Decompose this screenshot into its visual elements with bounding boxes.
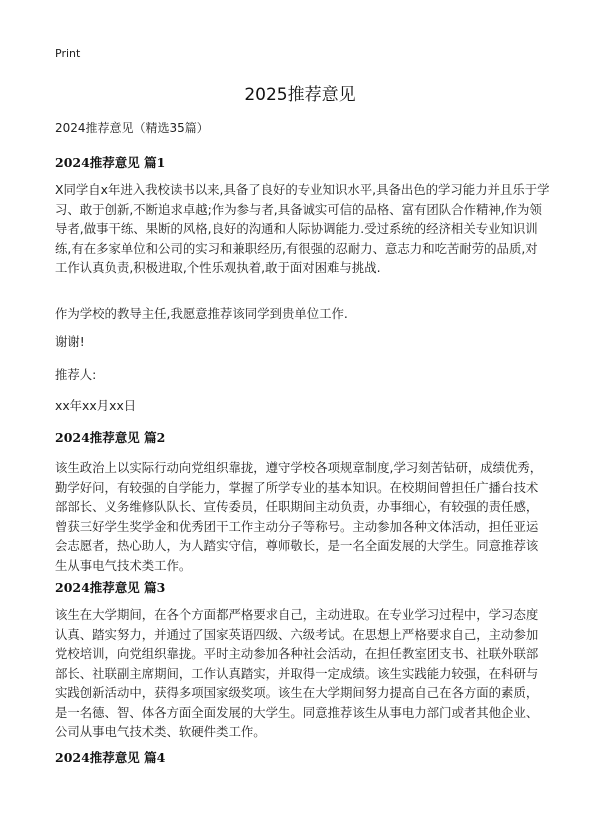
section-1-paragraph-2: 作为学校的教导主任,我愿意推荐该同学到贵单位工作.: [55, 306, 348, 321]
section-2-paragraph-1: 该生政治上以实际行动向党组织靠拢，遵守学校各项规章制度,学习刻苦钻研，成绩优秀，勤学好问，有较强的自学能力，掌握了所学专业的基本知识。在校期间曾担任广播台技术部部长、义务维修队队长、宣传委员，任职期间主动负责，办事细心，有较强的责任感，曾获三好学生奖学金和优秀团干工作主动分子等称号。主动参加各种文体活动，担任亚运会志愿者，热心助人，为人踏实守信，尊师敬长，是一名全面发展的大学生。同意推荐该生从事电气技术类工作。: [55, 460, 543, 573]
section-heading-3: 2024推荐意见 篇3: [55, 580, 166, 595]
section-1-paragraph-5: xx年xx月xx日: [55, 398, 137, 413]
section-heading-1: 2024推荐意见 篇1: [55, 155, 166, 170]
section-heading-4: 2024推荐意见 篇4: [55, 750, 166, 765]
print-link[interactable]: Print: [55, 47, 81, 60]
section-1-paragraph-4: 推荐人:: [55, 367, 97, 382]
section-1-paragraph-1: X同学自x年进入我校读书以来,具备了良好的专业知识水平,具备出色的学习能力并且乐于学习、敢于创新,不断追求卓越;作为参与者,具备诚实可信的品格、富有团队合作精神,作为领导者,做事干练、果断的风格,良好的沟通和人际协调能力.受过系统的经济相关专业知识训练,有在多家单位和公司的实习和兼职经历,有很强的忍耐力、意志力和吃苦耐劳的品质,对工作认真负责,积极进取,个性乐观执着,敢于面对困难与挑战.: [55, 182, 550, 275]
section-heading-2: 2024推荐意见 篇2: [55, 430, 166, 445]
section-3-paragraph-1: 该生在大学期间，在各个方面都严格要求自己，主动进取。在专业学习过程中，学习态度认真、踏实努力，并通过了国家英语四级、六级考试。在思想上严格要求自己，主动参加党校培训，向党组织靠拢。平时主动参加各种社会活动，在担任教室团支书、社联外联部部长、社联副主席期间，工作认真踏实，并取得一定成绩。该生实践能力较强，在科研与实践创新活动中，获得多项国家级奖项。该生在大学期间努力提高自己在各方面的素质，是一名德、智、体各方面全面发展的大学生。同意推荐该生从事电力部门或者其他企业、公司从事电气技术类、软硬件类工作。: [55, 607, 539, 739]
section-1-paragraph-3: 谢谢!: [55, 334, 85, 349]
page-title: 2025推荐意见: [244, 85, 356, 105]
document-subtitle: 2024推荐意见（精选35篇）: [55, 121, 209, 135]
